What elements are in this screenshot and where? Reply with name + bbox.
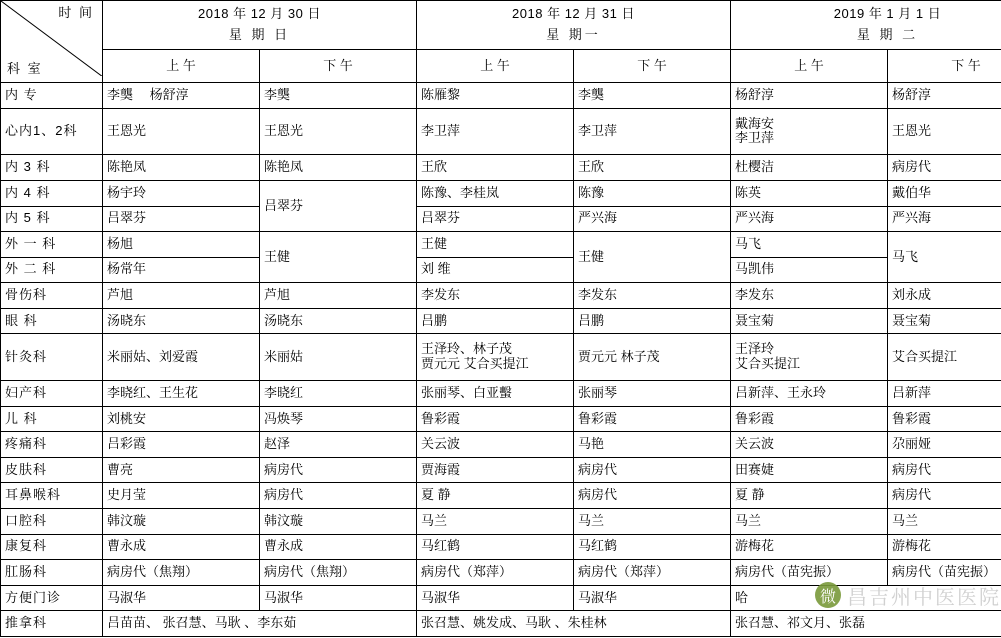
duty-cell: 王欣 [417,155,574,181]
duty-cell: 病房代（苗宪振） [888,560,1001,586]
duty-cell: 哈 [731,585,1001,611]
duty-cell: 刘桃安 [103,406,260,432]
table-row [1,509,1001,535]
duty-cell [417,334,574,381]
dept-name-cell: 康复科 [1,534,103,560]
duty-cell: 米丽姑 [260,334,417,381]
table-row [1,560,1001,586]
duty-cell: 艾合买提江 [888,334,1001,381]
duty-cell: 曹永成 [260,534,417,560]
duty-cell: 病房代 [888,483,1001,509]
slot-header-5: 下 午 [888,50,1001,83]
duty-cell: 米丽姑、刘爱霞 [103,334,260,381]
duty-cell: 马淑华 [103,585,260,611]
duty-cell: 张丽琴、白亚蟿 [417,381,574,407]
duty-cell: 病房代（郑萍） [574,560,731,586]
date-text: 2018 年 12 月 31 日 [512,6,635,22]
dept-name-cell: 疼痛科 [1,432,103,458]
duty-cell: 赵泽 [260,432,417,458]
duty-cell: 贾元元 林子茂 [574,334,731,381]
duty-cell: 李发东 [731,283,888,309]
corner-header [1,1,103,83]
table-row [1,83,1001,109]
table-row [1,611,1001,637]
dept-name-cell: 推拿科 [1,611,103,637]
table-row [1,381,1001,407]
duty-cell: 冯焕琴 [260,406,417,432]
table-header [1,1,1001,83]
duty-cell: 陈英 [731,180,888,206]
duty-cell: 王恩光 [260,108,417,155]
date-text: 2018 年 12 月 30 日 [198,6,321,22]
table-row [1,232,1001,258]
dept-name-cell: 内 3 科 [1,155,103,181]
duty-cell: 汤晓东 [103,308,260,334]
duty-cell: 芦旭 [103,283,260,309]
duty-cell: 韩汶璇 [260,509,417,535]
duty-cell: 病房代 [260,457,417,483]
duty-cell: 鲁彩霞 [574,406,731,432]
duty-cell: 张召慧、姚发成、马耿 、朱桂林 [417,611,731,637]
duty-cell: 李龑 [260,83,417,109]
table-row [1,483,1001,509]
slot-header-4: 上 午 [731,50,888,83]
duty-cell: 吕翠芬 [417,206,574,232]
duty-cell: 李发东 [417,283,574,309]
table-body [1,83,1001,637]
duty-cell: 吕鹏 [574,308,731,334]
cell-line: 贾元元 艾合买提江 [421,356,529,372]
duty-cell: 马淑华 [417,585,574,611]
duty-cell: 严兴海 [888,206,1001,232]
duty-cell: 曹永成 [103,534,260,560]
duty-cell: 李卫萍 [574,108,731,155]
duty-cell: 马淑华 [260,585,417,611]
date-header-day3 [731,1,1001,50]
dept-name-cell: 内 专 [1,83,103,109]
table-row [1,406,1001,432]
duty-cell: 马红鹤 [417,534,574,560]
duty-cell: 吕新萍、王永玲 [731,381,888,407]
duty-cell: 李卫萍 [417,108,574,155]
duty-cell: 病房代（郑萍） [417,560,574,586]
duty-cell: 史月莹 [103,483,260,509]
duty-cell: 马兰 [731,509,888,535]
date-text: 2019 年 1 月 1 日 [833,6,942,22]
duty-cell: 马飞 [731,232,888,258]
dept-name-cell: 皮肤科 [1,457,103,483]
date-header-day2 [417,1,731,50]
duty-cell: 鲁彩霞 [888,406,1001,432]
dept-name-cell: 外 二 科 [1,257,103,283]
duty-cell: 马红鹤 [574,534,731,560]
duty-cell: 夏 静 [417,483,574,509]
table-row [1,334,1001,381]
cell-line: 李卫萍 [735,130,775,146]
table-row [1,457,1001,483]
duty-cell: 鲁彩霞 [417,406,574,432]
cell-line: 艾合买提江 [735,356,801,372]
duty-cell: 刘永成 [888,283,1001,309]
duty-cell: 夏 静 [731,483,888,509]
weekday-text: 星 期 二 [856,27,919,42]
table-row [1,180,1001,206]
cell-line: 王泽玲、林子茂 [421,341,513,357]
dept-name-cell: 心内1、2科 [1,108,103,155]
table-row [1,308,1001,334]
duty-cell: 严兴海 [731,206,888,232]
table-row [1,206,1001,232]
duty-cell: 杨常年 [103,257,260,283]
duty-cell: 芦旭 [260,283,417,309]
duty-cell: 李晓红 [260,381,417,407]
slot-header-3: 下 午 [574,50,731,83]
duty-cell: 尕丽娅 [888,432,1001,458]
duty-cell: 病房代 [888,155,1001,181]
watermark-text: 昌吉州中医医院 [847,586,1001,609]
duty-cell: 马兰 [574,509,731,535]
duty-cell: 张召慧、祁文月、张磊 [731,611,1001,637]
duty-cell: 病房代 [260,483,417,509]
duty-cell [731,108,888,155]
duty-cell: 李龑 杨舒淳 [103,83,260,109]
dept-name-cell: 眼 科 [1,308,103,334]
weekday-text: 星 期一 [546,27,601,42]
duty-cell: 鲁彩霞 [731,406,888,432]
duty-cell: 严兴海 [574,206,731,232]
duty-cell: 病房代 [888,457,1001,483]
duty-cell: 韩汶璇 [103,509,260,535]
table-row [1,585,1001,611]
table-row [1,534,1001,560]
dept-name-cell: 肛肠科 [1,560,103,586]
dept-name-cell: 外 一 科 [1,232,103,258]
header-row-slots [1,50,1001,83]
dept-name-cell: 儿 科 [1,406,103,432]
duty-cell: 马兰 [417,509,574,535]
duty-cell: 汤晓东 [260,308,417,334]
duty-cell: 吕彩霞 [103,432,260,458]
duty-cell: 曹亮 [103,457,260,483]
duty-cell: 马兰 [888,509,1001,535]
duty-cell: 杜樱洁 [731,155,888,181]
duty-cell: 陈豫 [574,180,731,206]
duty-cell: 田赛婕 [731,457,888,483]
duty-cell: 游梅花 [888,534,1001,560]
dept-name-cell: 针灸科 [1,334,103,381]
duty-cell: 吕新萍 [888,381,1001,407]
corner-time-label: 时 间 [58,5,94,20]
duty-cell: 聂宝菊 [888,308,1001,334]
duty-cell: 陈豫、李桂岚 [417,180,574,206]
duty-cell: 病房代（焦翔） [260,560,417,586]
duty-cell: 贾海霞 [417,457,574,483]
duty-cell: 陈艳凤 [103,155,260,181]
duty-cell: 张丽琴 [574,381,731,407]
duty-cell: 王恩光 [103,108,260,155]
duty-cell: 王健 [574,232,731,283]
duty-cell: 杨舒淳 [888,83,1001,109]
duty-cell: 病房代（焦翔） [103,560,260,586]
header-row-dates [1,1,1001,50]
slot-header-1: 下 午 [260,50,417,83]
duty-cell: 病房代 [574,483,731,509]
duty-cell: 马淑华 [574,585,731,611]
duty-cell: 李发东 [574,283,731,309]
duty-cell: 刘 维 [417,257,574,283]
dept-name-cell: 骨伤科 [1,283,103,309]
corner-dept-label: 科 室 [7,61,43,77]
duty-cell: 游梅花 [731,534,888,560]
table-row [1,155,1001,181]
weekday-text: 星 期 日 [228,27,291,42]
dept-name-cell: 方便门诊 [1,585,103,611]
duty-cell: 李龑 [574,83,731,109]
dept-name-cell: 耳鼻喉科 [1,483,103,509]
table-row [1,257,1001,283]
duty-cell: 病房代 [574,457,731,483]
duty-cell: 陈雁黎 [417,83,574,109]
duty-cell: 马凯伟 [731,257,888,283]
duty-cell: 李晓红、王生花 [103,381,260,407]
duty-cell: 陈艳凤 [260,155,417,181]
duty-cell: 杨旭 [103,232,260,258]
duty-cell: 吕苗苗、 张召慧、马耿 、李东茹 [103,611,417,637]
duty-cell: 杨舒淳 [731,83,888,109]
duty-cell: 马飞 [888,232,1001,283]
table-row [1,283,1001,309]
duty-cell: 王健 [417,232,574,258]
dept-name-cell: 口腔科 [1,509,103,535]
duty-cell [731,334,888,381]
slot-header-2: 上 午 [417,50,574,83]
table-row [1,432,1001,458]
duty-cell: 杨宇玲 [103,180,260,206]
slot-header-0: 上 午 [103,50,260,83]
duty-cell: 聂宝菊 [731,308,888,334]
duty-cell: 戴伯华 [888,180,1001,206]
table-row [1,108,1001,155]
dept-name-cell: 内 5 科 [1,206,103,232]
wechat-badge-icon: 微 [815,582,841,608]
cell-line: 王泽玲 [735,341,775,357]
duty-cell: 王欣 [574,155,731,181]
duty-cell: 关云波 [417,432,574,458]
duty-cell: 病房代（苗宪振） [731,560,888,586]
duty-cell: 王健 [260,232,417,283]
dept-name-cell: 妇产科 [1,381,103,407]
duty-cell: 王恩光 [888,108,1001,155]
dept-name-cell: 内 4 科 [1,180,103,206]
cell-line: 戴海安 [735,115,775,131]
duty-cell: 吕翠芬 [103,206,260,232]
duty-cell: 吕翠芬 [260,180,417,231]
duty-cell: 吕鹏 [417,308,574,334]
duty-cell: 关云波 [731,432,888,458]
date-header-day1 [103,1,417,50]
duty-cell: 马艳 [574,432,731,458]
